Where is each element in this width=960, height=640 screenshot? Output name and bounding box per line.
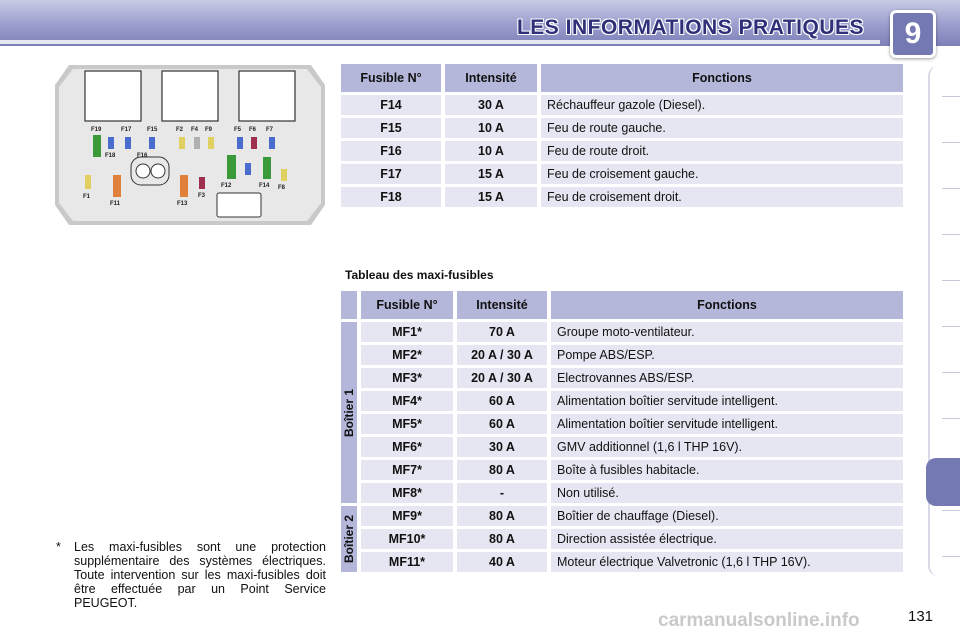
diagram-label: F19 (91, 127, 102, 133)
column-header-fuse: Fusible N° (361, 291, 453, 319)
fuse-function: Groupe moto-ventilateur. (551, 322, 903, 342)
table-row (341, 460, 903, 480)
column-header-box (341, 291, 357, 319)
table-row (341, 187, 903, 207)
column-header-functions: Fonctions (541, 64, 903, 92)
fuse-number: F14 (341, 95, 441, 115)
fuse-number: MF9* (361, 506, 453, 526)
fuse-intensity: 80 A (457, 529, 547, 549)
fuse-function: Pompe ABS/ESP. (551, 345, 903, 365)
column-header-intensity: Intensité (445, 64, 537, 92)
column-header-intensity: Intensité (457, 291, 547, 319)
fuse-function: Moteur électrique Valvetronic (1,6 l THP 16V). (551, 552, 903, 572)
fuse-number: MF5* (361, 414, 453, 434)
rail-tick (942, 142, 960, 143)
fuse-intensity: 80 A (457, 506, 547, 526)
table-row (341, 141, 903, 161)
diagram-label: F9 (205, 127, 213, 133)
fuse-function: Réchauffeur gazole (Diesel). (541, 95, 903, 115)
fuse-intensity: 10 A (445, 118, 537, 138)
table-row (341, 164, 903, 184)
chapter-title: LES INFORMATIONS PRATIQUES (516, 16, 864, 39)
rail-tick (942, 372, 960, 373)
diagram-label: F6 (249, 127, 257, 133)
table-row (341, 437, 903, 457)
fuse-intensity: 15 A (445, 187, 537, 207)
header-swoosh (0, 40, 880, 44)
fuse-intensity: 15 A (445, 164, 537, 184)
fuse-number: MF6* (361, 437, 453, 457)
diagram-label: F14 (259, 183, 270, 189)
fuse-intensity: 30 A (457, 437, 547, 457)
fuse-function: Direction assistée électrique. (551, 529, 903, 549)
rail-tick (942, 234, 960, 235)
fuse-function: Electrovannes ABS/ESP. (551, 368, 903, 388)
fuse-function: Feu de route gauche. (541, 118, 903, 138)
fuse-function: Alimentation boîtier servitude intelligent. (551, 391, 903, 411)
fuse-intensity: 40 A (457, 552, 547, 572)
fuse-number: MF4* (361, 391, 453, 411)
diagram-label: F2 (176, 127, 184, 133)
diagram-label: F8 (278, 185, 286, 191)
table-header-row (341, 291, 903, 319)
fuse-number: MF11* (361, 552, 453, 572)
diagram-label: F16 (137, 153, 148, 159)
maxi-fuse-table-title: Tableau des maxi-fusibles (345, 268, 494, 282)
fuse-function: Boîte à fusibles habitacle. (551, 460, 903, 480)
table-row (341, 391, 903, 411)
fuse-function: Alimentation boîtier servitude intelligent. (551, 414, 903, 434)
table-row (341, 506, 903, 526)
fuse-number: F18 (341, 187, 441, 207)
diagram-label: F1 (83, 194, 91, 200)
table-row (341, 552, 903, 572)
fuse-number: MF1* (361, 322, 453, 342)
fuse-number: F15 (341, 118, 441, 138)
fuse-function: Feu de route droit. (541, 141, 903, 161)
footnote-text: Les maxi-fusibles sont une protection supplémentaire des systèmes électriques. Toute intervention sur les maxi-fusibles doit être effectuée par un Point Service PEUGEOT. (74, 540, 326, 610)
fuse-intensity: 70 A (457, 322, 547, 342)
diagram-label: F18 (105, 153, 116, 159)
table-row (341, 322, 903, 342)
maxi-fuse-table (337, 288, 907, 575)
fuse-number: MF8* (361, 483, 453, 503)
fuse-intensity: - (457, 483, 547, 503)
fuse-table (337, 61, 907, 210)
chapter-number-badge: 9 (890, 10, 936, 58)
fuse-number: F17 (341, 164, 441, 184)
fuse-number: MF2* (361, 345, 453, 365)
column-header-fuse: Fusible N° (341, 64, 441, 92)
table-row (341, 483, 903, 503)
diagram-label: F15 (147, 127, 158, 133)
rail-tick (942, 556, 960, 557)
diagram-label: F5 (234, 127, 242, 133)
rail-tick (942, 96, 960, 97)
rail-tick (942, 188, 960, 189)
table-row (341, 368, 903, 388)
fuse-intensity: 20 A / 30 A (457, 345, 547, 365)
column-header-functions: Fonctions (551, 291, 903, 319)
fuse-function: Non utilisé. (551, 483, 903, 503)
table-header-row (341, 64, 903, 92)
chapter-tab-active[interactable] (926, 458, 960, 506)
table-row (341, 414, 903, 434)
box-2-label: Boîtier 2 (341, 506, 357, 572)
box-1-label: Boîtier 1 (341, 322, 357, 503)
diagram-label: F4 (191, 127, 199, 133)
footnote (56, 540, 326, 610)
diagram-label: F7 (266, 127, 274, 133)
fuse-number: MF3* (361, 368, 453, 388)
fuse-function: Feu de croisement droit. (541, 187, 903, 207)
page-number: 131 (908, 608, 934, 625)
table-row (341, 95, 903, 115)
fuse-number: MF7* (361, 460, 453, 480)
table-row (341, 345, 903, 365)
rail-tick (942, 280, 960, 281)
fuse-number: MF10* (361, 529, 453, 549)
rail-tick (942, 326, 960, 327)
fuse-intensity: 20 A / 30 A (457, 368, 547, 388)
table-row (341, 118, 903, 138)
fuse-intensity: 30 A (445, 95, 537, 115)
diagram-label: F3 (198, 193, 206, 199)
watermark: carmanualsonline.info (658, 610, 860, 631)
table-row (341, 529, 903, 549)
diagram-label: F12 (221, 183, 232, 189)
diagram-label: F11 (110, 201, 121, 207)
rail-tick (942, 510, 960, 511)
diagram-label: F13 (177, 201, 188, 207)
fuse-intensity: 10 A (445, 141, 537, 161)
fuse-number: F16 (341, 141, 441, 161)
fuse-intensity: 60 A (457, 414, 547, 434)
footnote-marker: * (56, 540, 61, 554)
diagram-label: F17 (121, 127, 132, 133)
fuse-intensity: 60 A (457, 391, 547, 411)
fuse-function: Boîtier de chauffage (Diesel). (551, 506, 903, 526)
fuse-function: GMV additionnel (1,6 l THP 16V). (551, 437, 903, 457)
fuse-function: Feu de croisement gauche. (541, 164, 903, 184)
fuse-intensity: 80 A (457, 460, 547, 480)
fuse-box-diagram (55, 65, 325, 225)
rail-tick (942, 418, 960, 419)
